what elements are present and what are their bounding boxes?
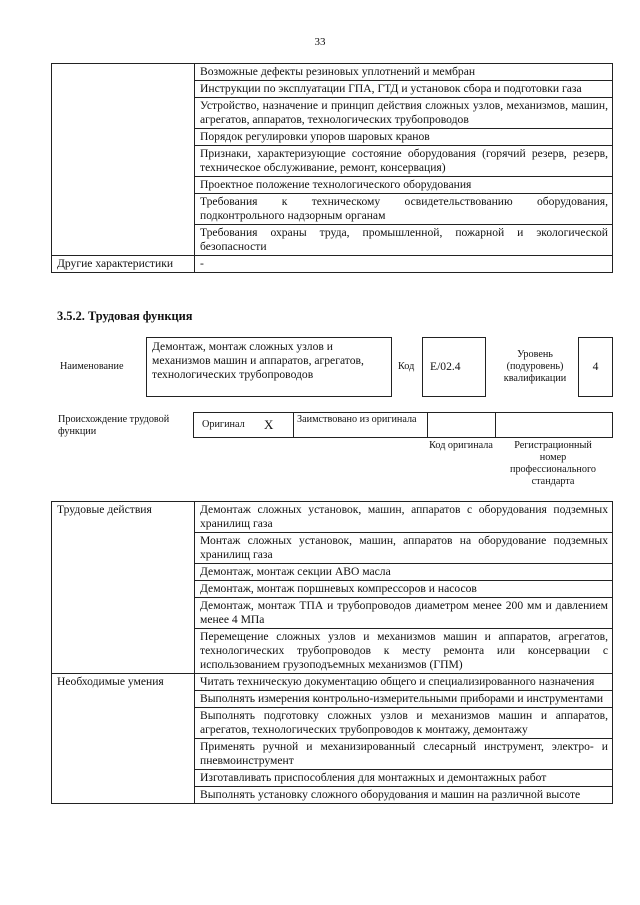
divider xyxy=(293,413,294,437)
empty-label-cell xyxy=(52,64,195,256)
page-number: 33 xyxy=(314,36,326,48)
table-cell: Устройство, назначение и принцип действия сложных узлов, механизмов, машин, агрегатов, аппаратов, технологических трубопроводов xyxy=(195,98,613,129)
other-characteristics-label: Другие характеристики xyxy=(52,256,195,273)
table-cell: Монтаж сложных установок, машин, аппаратов на оборудование подземных хранилищ газа xyxy=(195,533,613,564)
table-cell: Проектное положение технологического оборудования xyxy=(195,177,613,194)
table-cell: Демонтаж, монтаж секции АВО масла xyxy=(195,564,613,581)
table-cell: Инструкции по эксплуатации ГПА, ГТД и установок сбора и подготовки газа xyxy=(195,81,613,98)
table-cell: Перемещение сложных узлов и механизмов машин и аппаратов, агрегатов, технологических трубопроводов к месту ремонта или консервации с использованием грузоподъемных механизмов (ГПМ) xyxy=(195,629,613,674)
origin-label: Происхождение трудовой функции xyxy=(58,414,170,437)
table-cell: Порядок регулировки упоров шаровых кранов xyxy=(195,129,613,146)
table-cell: Изготавливать приспособления для монтажных и демонтажных работ xyxy=(195,770,613,787)
table-row xyxy=(52,64,613,81)
knowledge-table xyxy=(51,63,613,273)
table-cell: Требования охраны труда, промышленной, пожарной и экологической безопасности xyxy=(195,225,613,256)
table-cell: Требования к техническому освидетельствованию оборудования, подконтрольного надзорным органам xyxy=(195,194,613,225)
labor-function-table xyxy=(51,501,613,804)
original-label: Оригинал xyxy=(202,419,245,430)
actions-label: Трудовые действия xyxy=(52,502,195,674)
table-cell: Возможные дефекты резиновых уплотнений и мембран xyxy=(195,64,613,81)
table-cell: Применять ручной и механизированный слесарный инструмент, электро- и пневмоинструмент xyxy=(195,739,613,770)
table-row xyxy=(52,502,613,533)
origin-row xyxy=(193,412,613,438)
code-value: E/02.4 xyxy=(430,360,461,373)
code-original-caption: Код оригинала xyxy=(429,440,493,451)
function-name-box xyxy=(146,337,392,397)
table-cell: Демонтаж сложных установок, машин, аппаратов с оборудования подземных хранилищ газа xyxy=(195,502,613,533)
table-cell: Демонтаж, монтаж поршневых компрессоров и насосов xyxy=(195,581,613,598)
name-label: Наименование xyxy=(60,361,124,372)
table-row xyxy=(52,674,613,691)
borrowed-label: Заимствовано из оригинала xyxy=(297,414,417,425)
code-box xyxy=(422,337,486,397)
level-box xyxy=(578,337,613,397)
table-cell: Демонтаж, монтаж ТПА и трубопроводов диаметром менее 200 мм и давлением менее 4 МПа xyxy=(195,598,613,629)
table-cell: Выполнять измерения контрольно-измерительными приборами и инструментами xyxy=(195,691,613,708)
code-label: Код xyxy=(398,361,415,372)
table-cell: Читать техническую документацию общего и специализированного назначения xyxy=(195,674,613,691)
table-cell: Выполнять подготовку сложных узлов и механизмов машин и аппаратов, агрегатов, технологических трубопроводов к монтажу, демонтажу xyxy=(195,708,613,739)
table-cell: Выполнять установку сложного оборудования и машин на различной высоте xyxy=(195,787,613,804)
skills-label: Необходимые умения xyxy=(52,674,195,804)
level-value: 4 xyxy=(592,360,599,373)
other-characteristics-value: - xyxy=(195,256,613,273)
divider xyxy=(495,413,496,437)
level-label: Уровень (подуровень) квалификации xyxy=(503,349,567,384)
table-cell: Признаки, характеризующие состояние оборудования (горячий резерв, резерв, техническое обслуживание, ремонт, консервация) xyxy=(195,146,613,177)
section-heading: 3.5.2. Трудовая функция xyxy=(57,309,193,323)
original-mark: X xyxy=(264,417,274,432)
function-name-value: Демонтаж, монтаж сложных узлов и механизмов машин и аппаратов, агрегатов, технологических трубопроводов xyxy=(152,340,364,381)
divider xyxy=(427,413,428,437)
reg-number-caption: Регистрационный номер профессионального стандарта xyxy=(510,440,596,487)
table-row xyxy=(52,256,613,273)
